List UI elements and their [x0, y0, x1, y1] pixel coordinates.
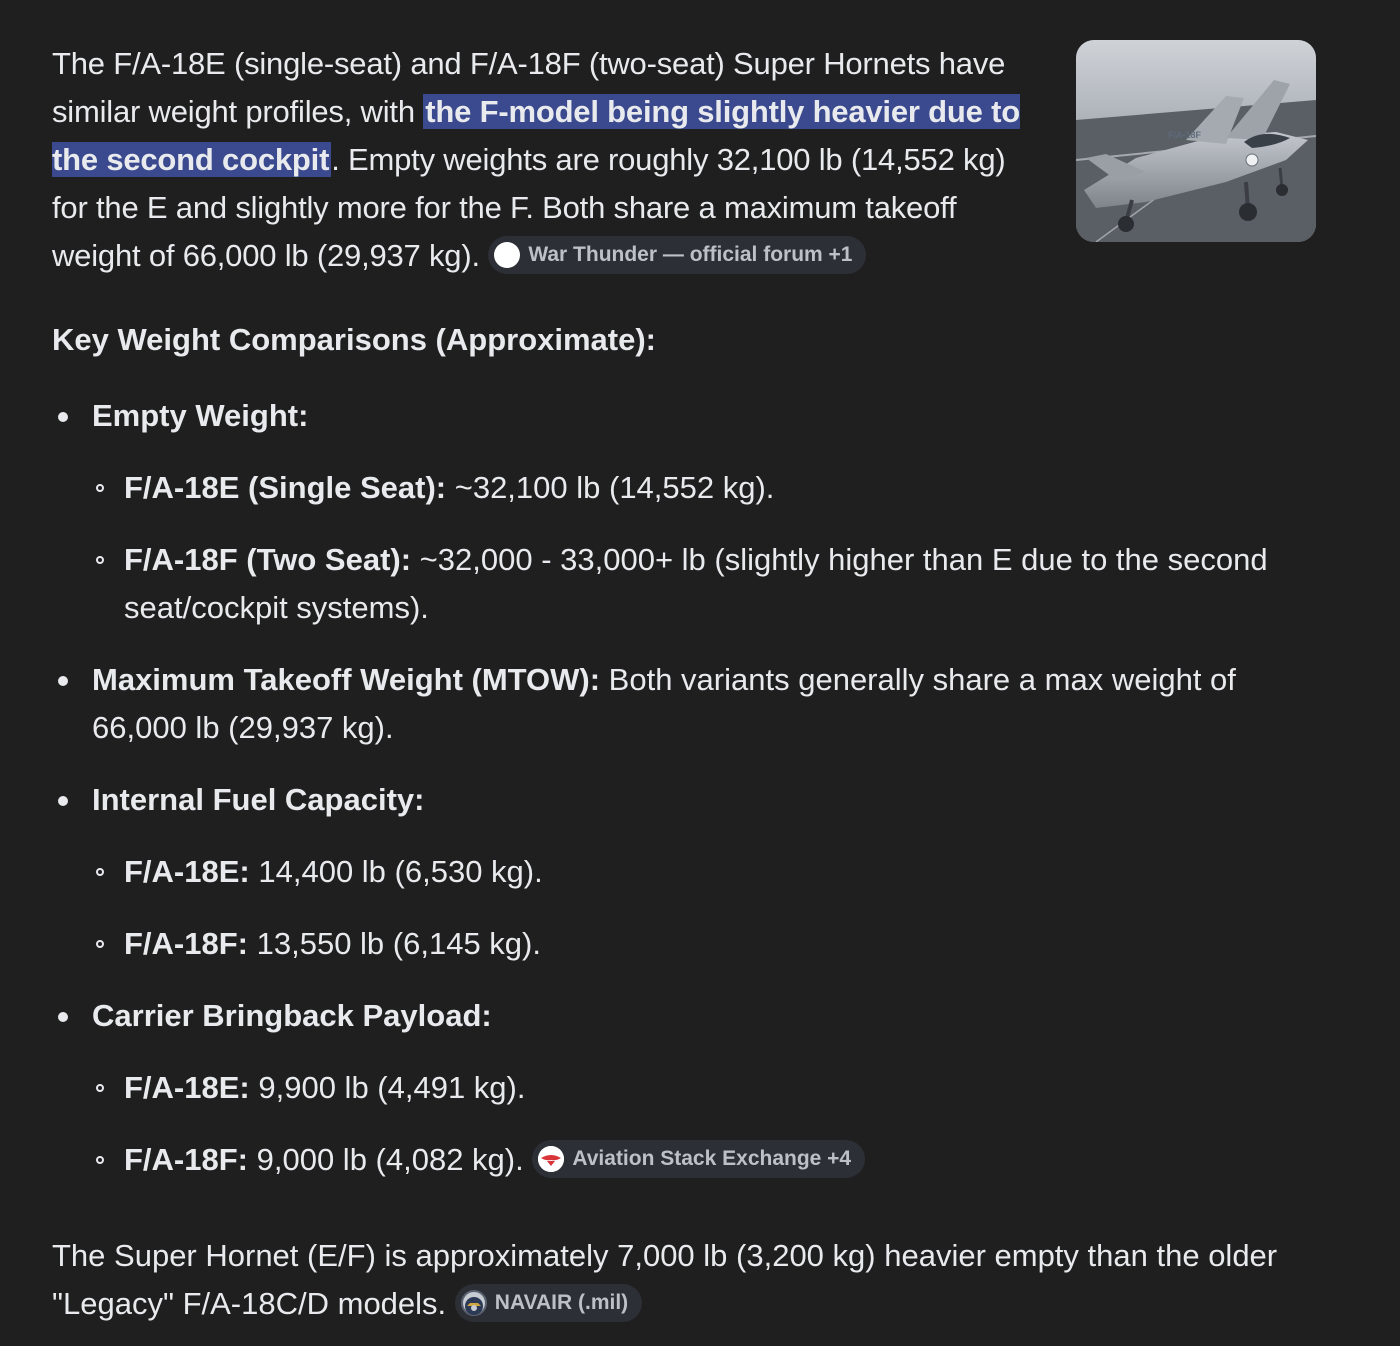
sub-item-label: F/A-18E:	[124, 1070, 250, 1105]
sub-item-text: 14,400 lb (6,530 kg).	[249, 854, 543, 889]
source-chip-aviation-stack-exchange[interactable]	[532, 1140, 865, 1178]
sub-item-label: F/A-18E:	[124, 854, 250, 889]
source-chip-label: War Thunder — official forum +1	[528, 242, 853, 266]
war-thunder-source-icon	[494, 242, 520, 268]
intro-paragraph	[52, 40, 1042, 280]
intro-text-after: . Empty weights are roughly 32,100 lb (14,552 kg) for the E and slightly more for the F. Both share a maximum takeoff weight of 66,000 lb (29,937 kg).	[52, 142, 1006, 273]
section-heading: Key Weight Comparisons (Approximate):	[52, 322, 657, 357]
sub-item-label: F/A-18F:	[124, 926, 248, 961]
sub-item-text: ~32,100 lb (14,552 kg).	[446, 470, 775, 505]
sub-item-text: 13,550 lb (6,145 kg).	[248, 926, 541, 961]
sub-list	[92, 464, 1312, 632]
list-item-label: Maximum Takeoff Weight (MTOW):	[92, 662, 601, 697]
sub-item-text: 9,000 lb (4,082 kg).	[248, 1142, 524, 1177]
sub-list-item	[92, 536, 1312, 632]
list-item-label: Carrier Bringback Payload:	[92, 998, 492, 1033]
outro-text: The Super Hornet (E/F) is approximately 7,000 lb (3,200 kg) heavier empty than the older "Legacy" F/A-18C/D models.	[52, 1238, 1278, 1321]
list-item	[52, 776, 1312, 968]
super-hornet-image	[1076, 40, 1316, 242]
list-item-text: Both variants generally share a max weight of 66,000 lb (29,937 kg).	[92, 662, 1236, 745]
list-item	[52, 992, 1312, 1184]
sub-list	[92, 848, 1312, 968]
sub-item-text: 9,900 lb (4,491 kg).	[249, 1070, 526, 1105]
source-chip-label: Aviation Stack Exchange +4	[572, 1146, 852, 1170]
list-item-label: Internal Fuel Capacity:	[92, 782, 425, 817]
list-item	[52, 392, 1312, 632]
sub-item-text: ~32,000 - 33,000+ lb (slightly higher than E due to the second seat/cockpit systems).	[124, 542, 1268, 625]
sub-item-label: F/A-18E (Single Seat):	[124, 470, 447, 505]
sub-item-label: F/A-18F:	[124, 1142, 248, 1177]
outro-paragraph	[52, 1232, 1332, 1328]
sub-list-item	[92, 920, 1312, 968]
weight-comparison-list	[52, 392, 1312, 1184]
aviation-stack-exchange-icon	[538, 1146, 564, 1172]
sub-list-item	[92, 1136, 1312, 1184]
source-chip-war-thunder[interactable]	[488, 236, 866, 274]
source-chip-navair[interactable]	[455, 1284, 642, 1322]
sub-list-item	[92, 848, 1312, 896]
source-chip-label: NAVAIR (.mil)	[494, 1290, 629, 1314]
list-item-label: Empty Weight:	[92, 398, 309, 433]
navair-seal-icon	[461, 1290, 487, 1316]
highlighted-text[interactable]: the F-model being slightly heavier due to the second cockpit	[52, 94, 1020, 177]
aircraft-thumbnail[interactable]	[1076, 40, 1316, 242]
sub-list-item	[92, 464, 1312, 512]
sub-list	[92, 1064, 1312, 1184]
sub-list-item	[92, 1064, 1312, 1112]
answer-content	[52, 40, 1352, 1321]
intro-section	[52, 40, 1352, 280]
tail-marking-text: F/A-18F	[1168, 130, 1202, 140]
intro-text-before: The F/A-18E (single-seat) and F/A-18F (two-seat) Super Hornets have similar weight profiles, with	[52, 46, 1006, 129]
list-item	[52, 656, 1312, 752]
sub-item-label: F/A-18F (Two Seat):	[124, 542, 412, 577]
